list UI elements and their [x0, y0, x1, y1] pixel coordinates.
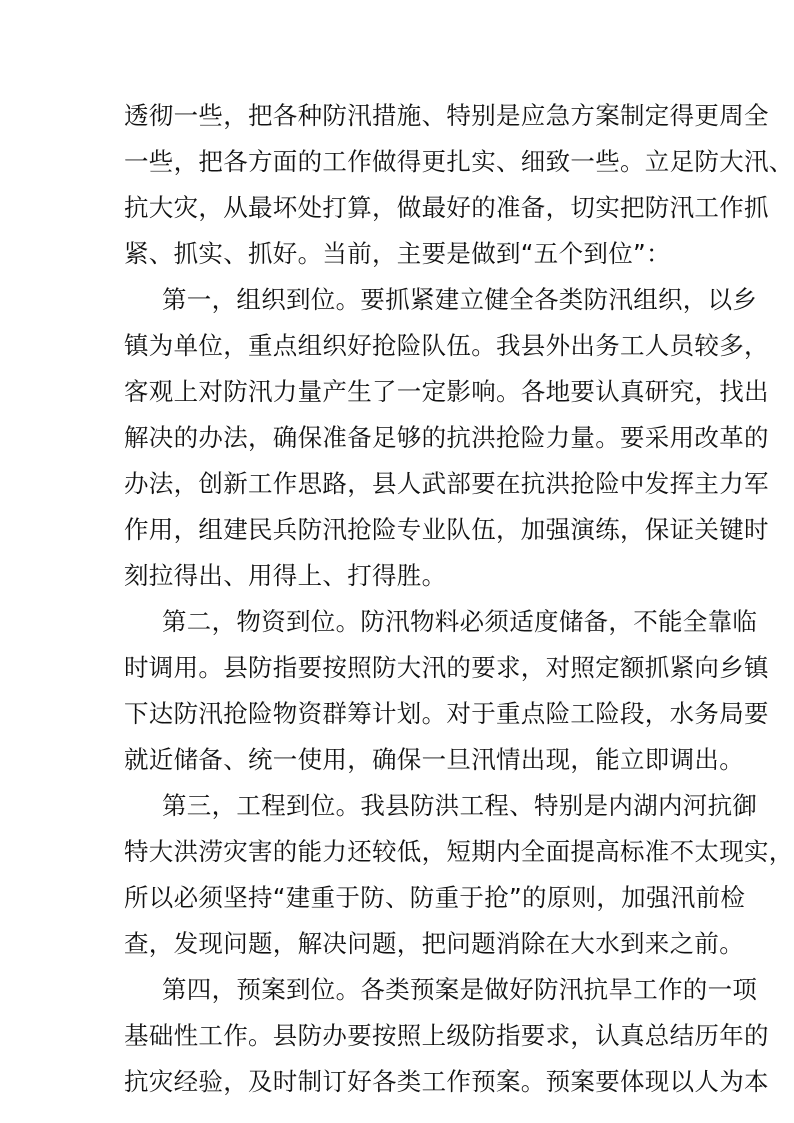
- text-line: 时调用。县防指要按照防大汛的要求，对照定额抓紧向乡镇: [124, 653, 769, 682]
- text-line: 刻拉得出、用得上、打得胜。: [124, 561, 447, 590]
- text-line: 一些，把各方面的工作做得更扎实、细致一些。立足防大汛、: [124, 147, 794, 176]
- text-line: 作用，组建民兵防汛抢险专业队伍，加强演练，保证关键时: [124, 515, 769, 544]
- paragraph-first-line: 第二，物资到位。防汛物料必须适度储备，不能全靠临: [162, 607, 758, 636]
- text-line: 下达防汛抢险物资群筹计划。对于重点险工险段，水务局要: [124, 699, 769, 728]
- text-line: 镇为单位，重点组织好抢险队伍。我县外出务工人员较多，: [124, 331, 769, 360]
- text-line: 办法，创新工作思路，县人武部要在抗洪抢险中发挥主力军: [124, 469, 769, 498]
- text-line: 特大洪涝灾害的能力还较低，短期内全面提高标准不太现实，: [124, 837, 794, 866]
- paragraph-first-line: 第一，组织到位。要抓紧建立健全各类防汛组织，以乡: [162, 285, 758, 314]
- text-line: 所以必须坚持“建重于防、防重于抢”的原则，加强汛前检: [124, 883, 746, 912]
- text-line: 基础性工作。县防办要按照上级防指要求，认真总结历年的: [124, 1021, 769, 1050]
- text-line: 紧、抓实、抓好。当前，主要是做到“五个到位”：: [124, 239, 671, 268]
- text-line: 透彻一些，把各种防汛措施、特别是应急方案制定得更周全: [124, 101, 769, 130]
- text-line: 就近储备、统一使用，确保一旦汛情出现，能立即调出。: [124, 745, 744, 774]
- text-line: 解决的办法，确保准备足够的抗洪抢险力量。要采用改革的: [124, 423, 769, 452]
- paragraph-first-line: 第四，预案到位。各类预案是做好防汛抗旱工作的一项: [162, 975, 758, 1004]
- text-line: 抗灾经验，及时制订好各类工作预案。预案要体现以人为本: [124, 1067, 769, 1096]
- paragraph-first-line: 第三，工程到位。我县防洪工程、特别是内湖内河抗御: [162, 791, 758, 820]
- text-line: 抗大灾，从最坏处打算，做最好的准备，切实把防汛工作抓: [124, 193, 769, 222]
- text-line: 查，发现问题，解决问题，把问题消除在大水到来之前。: [124, 929, 744, 958]
- text-line: 客观上对防汛力量产生了一定影响。各地要认真研究，找出: [124, 377, 769, 406]
